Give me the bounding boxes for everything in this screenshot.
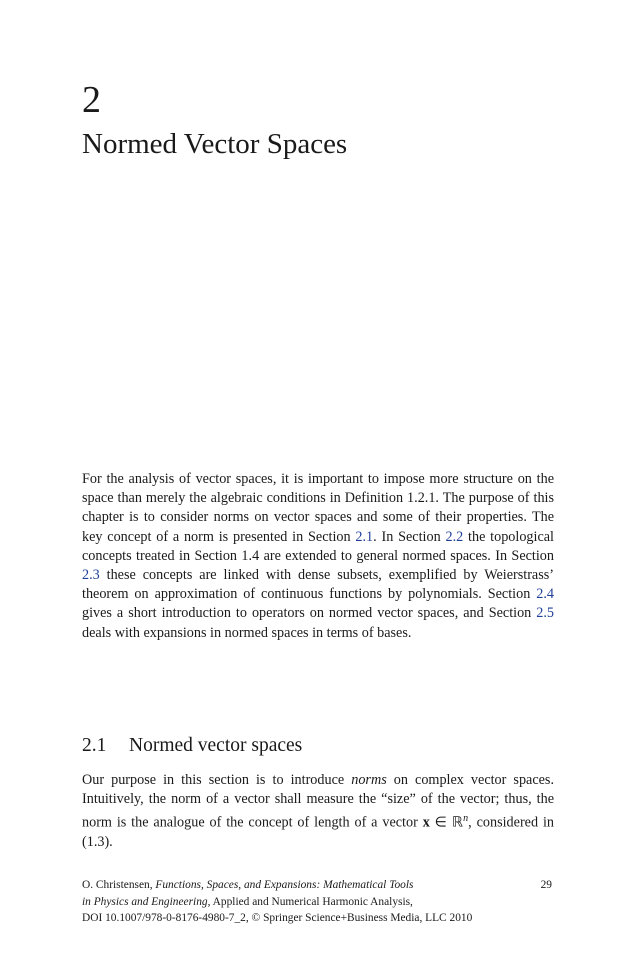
page-number: 29 (540, 879, 552, 891)
section-number: 2.1 (82, 735, 107, 756)
footer-citation (82, 877, 554, 927)
footer-doi: DOI 10.1007/978-0-8176-4980-7_2, © Springer Science+Business Media, LLC 2010 (82, 912, 473, 925)
intro-text-4: these concepts are linked with dense subsets, exemplified by Weierstrass’ theorem on approximation of continuous functions by polynomials. Section (82, 567, 554, 603)
chapter-intro-paragraph (82, 470, 554, 643)
intro-text-1: For the analysis of vector spaces, it is important to impose more structure on the space than merely the algebraic conditions in Definition 1.2.1. The purpose of this chapter is to consider norms on vector spaces and some of their properties. The key concept of a norm is presented in Section (82, 471, 554, 545)
vector-symbol: x (422, 815, 430, 832)
intro-text-3: the topological concepts treated in Section 1.4 are extended to general normed spaces. In Section (82, 528, 555, 564)
chapter-title: Normed Vector Spaces (82, 128, 348, 160)
section-link-2-3[interactable]: 2.3 (82, 567, 100, 584)
section-title: Normed vector spaces (129, 735, 303, 756)
chapter-number: 2 (82, 79, 101, 121)
intro-text-6: deals with expansions in normed spaces in terms of bases. (82, 624, 412, 641)
footer-author: O. Christensen, (82, 879, 156, 891)
section-link-2-4[interactable]: 2.4 (536, 586, 554, 603)
intro-text-5: gives a short introduction to operators on normed vector spaces, and Section (82, 605, 537, 622)
footer-book-title-2: in Physics and Engineering (82, 895, 208, 908)
section-text-2: on complex vector spaces. Intuitively, the norm of a vector shall measure the “size” of the vector; thus, the norm is the analogue of the concept of length of a vector (82, 772, 555, 832)
section-link-2-2[interactable]: 2.2 (445, 528, 464, 545)
footer-book-title-1: Functions, Spaces, and Expansions: Mathematical Tools (155, 879, 414, 891)
superscript-n: n (463, 813, 469, 825)
footer-line-2 (82, 894, 554, 911)
section-text-3: ∈ ℝ (429, 815, 464, 832)
section-link-2-5[interactable]: 2.5 (536, 605, 554, 622)
section-emphasis-norms: norms (351, 772, 387, 788)
footer-series: , Applied and Numerical Harmonic Analysis, (207, 895, 413, 908)
section-link-2-1[interactable]: 2.1 (355, 528, 374, 545)
section-text-4: , considered in (1.3). (82, 815, 554, 851)
footer-line-1 (82, 877, 554, 894)
section-heading (82, 734, 302, 758)
section-paragraph (82, 771, 554, 853)
section-text-1: Our purpose in this section is to introduce (82, 772, 352, 788)
intro-text-2: . In Section (373, 528, 446, 545)
